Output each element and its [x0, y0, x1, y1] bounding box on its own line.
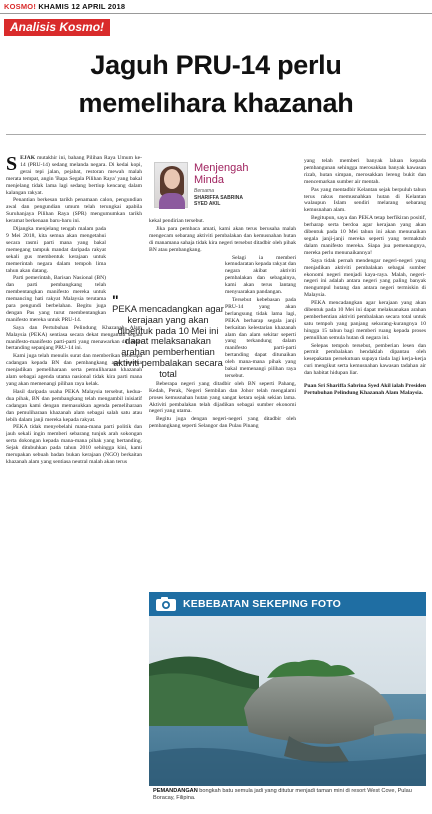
- paragraph: kekal pendirian tersebut.: [149, 218, 205, 224]
- photo-caption: [153, 788, 425, 801]
- paragraph: PEKA mencadangkan agar kerajaan yang akan dibentuk pada 10 Mei ini dapat melaksanakan arahan pemberhentian aktiviti pembalakan secara total untuk satu tempoh yang panjang sekurang-kurangnya 10 hingga 15 tahun bagi memberi ruang kepada proses pemulihan semula hutan di negara ini.: [304, 300, 426, 341]
- pull-quote: [104, 290, 222, 430]
- lead-caps: EJAK: [20, 155, 36, 161]
- paragraph: Penantian berkesan tarikh penamaan calon, pengundian awal dan pengundian umum telah terungkai apabila Suruhanjaya Pilihan Raya (SPR) mengumumkan tarikh keramat berkenaan baru-baru ini.: [6, 197, 142, 225]
- page-header: [0, 0, 432, 14]
- paragraph: Saya dan Pertubuhan Pelindung Khazanah Alam Malaysia (PEKA) sentiasa secara dekat mengamati segala manifesto-manifesto parti-parti yang menawarkan diri akan bertanding sepanjang PRU-14 ini.: [6, 324, 142, 352]
- photo-caption-text: bongkah batu semula jadi yang ditutur menjadi taman mini di resort West Cove, Pulau Boracay, Filipina.: [153, 788, 412, 801]
- paragraph: Selepas tempoh tersebut, pemberian lesen dan permit pembalakan hendaklah dipantau oleh kesepakatan persekutuan supaya tiada lagi kerja-kerja curi mengikut serta kemusnahan kawasan tadahan air dan habitat hidupan liar.: [304, 342, 426, 377]
- paragraph: yang telah memberi banyak laluan kepada pembangunan sehingga merosakkan banyak kawasan rizab, hutan simpan, merosakkan lereng bukit dan mencemarkan sumber air mentah.: [304, 158, 426, 185]
- feature-photo: [149, 616, 426, 786]
- camera-icon: [155, 596, 177, 612]
- headline-line-1: Jaguh PRU-14 perlu: [90, 50, 342, 80]
- author-portrait: [154, 162, 188, 208]
- columnist-box: [150, 160, 298, 216]
- paragraph: Kami juga telah menulis surat dan memberikan beberapa cadangan kepada BN dan pembangkang agar mereka menjadikan pemeliharaan serta pemuliharaan khazanah alam sebagai agenda utama nasional tidak kira parti mana yang akan memenangi pilihan raya kelak.: [6, 353, 142, 387]
- photo-feature-title: KEBEBATAN SEKEPING FOTO: [183, 598, 342, 610]
- byline-label: Bersama: [194, 188, 215, 194]
- paragraph: Saya tidak pernah mendengar negeri-negeri yang menjadikan aktiviti pembalakan sebagai sumber ekonomi negeri menjadi kaya-raya. Malah, negeri-negeri ini adalah antara negeri yang paling banyak mengumpul hutang dan antara negeri termiskin di Malaysia.: [304, 257, 426, 299]
- paragraph: Parti pemerintah, Barisan Nasional (BN) dan parti pembangkang telah membentangkan manifesto mereka untuk memancing hati rakyat Malaysia terutama para pengundi berbelahan. Begitu juga dengan Pas yang turut membentangkan manifesto mereka untuk PRU-14.: [6, 275, 106, 323]
- column-kicker: [194, 162, 248, 186]
- paragraph: Dijangka menjelang tengah malam pada 9 Mei 2018, kita semua akan mengetahui secara rasmi parti mana yang bakal memegang tampuk mandat daripada rakyat sekali gus membentuk kerajaan untuk memerintah negara dalam tempoh lima tahun akan datang.: [6, 226, 106, 274]
- article-column-1: [6, 155, 142, 805]
- article-column-3: [304, 158, 426, 576]
- pull-quote-text: PEKA mencadangkan agar kerajaan yang akan dibentuk pada 10 Mei ini dapat melaksanakan arahan pemberhentian aktiviti pembalakan secara total: [112, 304, 224, 379]
- headline-divider: [6, 134, 426, 135]
- masthead-date-line: [4, 2, 125, 11]
- kicker-line-1: Menjengah: [194, 162, 249, 174]
- paragraph: Hasil daripada usaha PEKA Malaysia tersebut, kedua-dua pihak, BN dan pembangkang telah mengambil inisiatif cadangan kami dengan memasukkan agenda pemeliharaan dan pemuliharaan khazanah alam sebagai salah satu atau lebih dalam janji mereka kepada rakyat.: [6, 388, 142, 423]
- paragraph: Pas yang mentadbir Kelantan sejak berpuluh tahun terus rakus memusnahkan hutan di Kelantan walaupun Islam sendiri melarang sebarang kemusnahan alam.: [304, 186, 426, 214]
- paragraph: Begitu juga dengan negeri-negeri yang ditadbir oleh pembangkang seperti Selangor dan Pulau Pinang: [149, 416, 296, 430]
- paragraph: Begitupun, saya dan PEKA tetap berfikiran positif, berharap serta berdoa agar kerajaan yang akan dibentuk pada 10 Mei tahun ini akan menunaikan segala janji-janji mereka seperti yang termaktub dalam manifesto mereka. Siapa jua pemenangnya, mereka perlu menunaikannya!: [304, 215, 426, 256]
- drop-cap: S: [6, 155, 18, 175]
- headline-line-2: memelihara khazanah: [78, 88, 354, 118]
- paragraph: Selagi ia memberi kemudaratan kepada rakyat dan negara akibat aktiviti pembalakan dan sebagainya, kami akan terus lantang menyuarakan pandangan.: [225, 254, 296, 296]
- lead-paragraph: [6, 155, 142, 196]
- paragraph: Jika para pembaca amati, kami akan terus berusaha malah mengecam sebarang aktiviti pembalakan dan kemusnahan hutan di manamana sahaja tidak kira negeri tersebut ditadbir oleh pihak BN atau pembangkang.: [149, 225, 296, 253]
- paragraph: PEKA tidak menyebelahi mana-mana parti politik dan jauh sekali ingin memberi sebarang tunjuk arah sokongan serta dokongan kepada mana-mana pihak yang bertanding. Sejak ditubuhkan pada tahun 2010 sehingga kini, kami merupakan sebuah badan bukan kerajaan (NGO) berkaitan khazanah alam yang sentiasa neutral malah akan terus: [6, 424, 142, 465]
- kicker-line-2: Minda: [194, 174, 224, 186]
- photo-feature-banner: [149, 592, 426, 616]
- section-tab: Analisis Kosmo!: [4, 19, 110, 36]
- byline-name-line-2: SYED AKIL: [194, 201, 221, 207]
- paragraph: Tersebut kebebasan pada PRU-14 yang akan berlangsung tidak lama lagi, PEKA berharap segala janji berkaitan kelestarian khazanah alam dan alam sekitar seperti yang terkandung dalam manifesto parti-parti bertanding dapat ditunaikan oleh mana-mana pihak yang bakal memenangi pilihan raya tersebut.: [225, 296, 296, 379]
- photo-caption-lead: PEMANDANGAN: [153, 788, 198, 794]
- issue-date: KHAMIS 12 APRIL 2018: [38, 2, 126, 11]
- author-note: Puan Sri Shariffa Sabrina Syed Akil ialah Presiden Pertubuhan Pelindung Khazanah Alam Malaysia.: [304, 383, 426, 396]
- brand-name: KOSMO!: [4, 2, 37, 11]
- byline-name-line-1: SHARIFFA SABRINA: [194, 195, 243, 201]
- byline-name: [194, 195, 243, 207]
- photo-feature: [149, 592, 426, 804]
- quote-mark-icon: ": [112, 292, 119, 308]
- paragraph: Beberapa negeri yang ditadbir oleh BN seperti Pahang, Kedah, Perak, Negeri Sembilan dan Johor telah mengalami proses kemusnahan hutan yang sangat ketara sejak sekian lama. Aktiviti pembalakan telah dijadikan sebagai sumber ekonomi negeri yang utama.: [149, 380, 296, 415]
- lead-text: mutakhir ini, bahang Pilihan Raya Umum ke-14 (PRU-14) sedang melanda negara. Di kedai kopi, gerai tepi jalan, pejabat, restoran mewah malah merata tempat, angin 'Bapa Segala Pilihan Raya' yang bakal menjelang tidak lama lagi sedang bertiup kencang dalam kalangan rakyat.: [6, 155, 142, 196]
